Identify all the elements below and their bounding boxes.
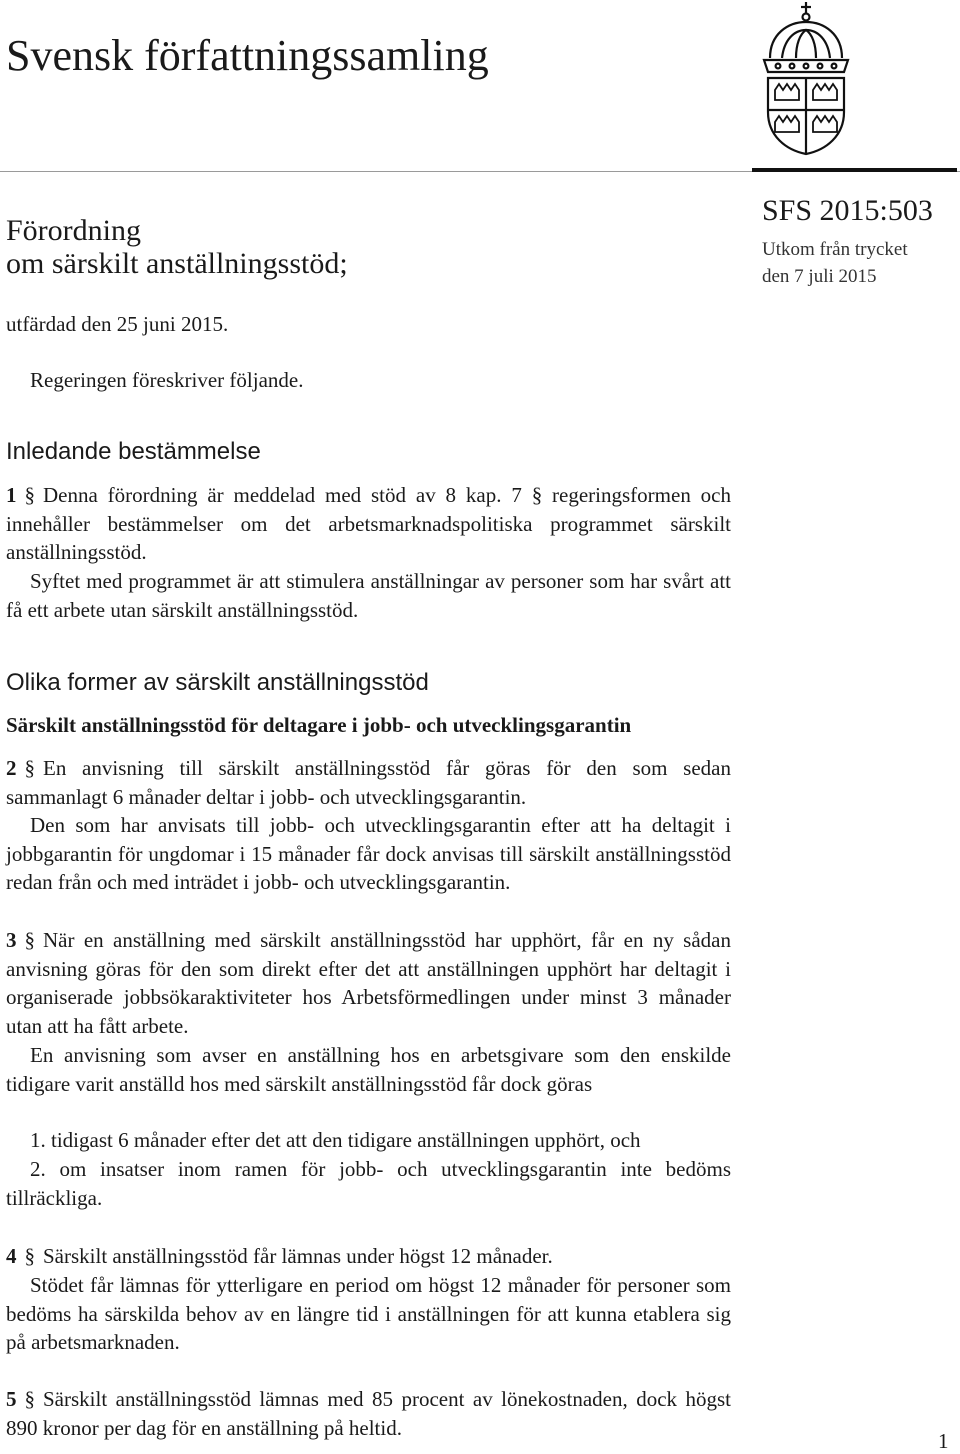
section-symbol: § [24, 928, 35, 952]
document-kind: Förordning [6, 214, 141, 247]
section-5 [6, 1385, 731, 1442]
section-3-list-item-1: 1. tidigast 6 månader efter det att den tidigare anställningen upphört, och [30, 1128, 641, 1152]
section-text: Särskilt anställningsstöd lämnas med 85 procent av lönekostnaden, dock högst 890 kronor per dag för en anställning på heltid. [6, 1387, 731, 1440]
section-3-list-item-2: 2. om insatser inom ramen för jobb- och utvecklingsgarantin inte bedöms tillräckliga. [6, 1157, 731, 1210]
document-subject: om särskilt anställningsstöd; [6, 247, 348, 280]
header-rule-accent [752, 168, 957, 172]
section-4-paragraph-2: Stödet får lämnas för ytterligare en period om högst 12 månader för personer som bedöms ha särskilda behov av en längre tid i anställningen för att kunna etablera sig på arbetsmarknaden. [6, 1273, 731, 1355]
page-number: 1 [938, 1429, 949, 1453]
heading-subsection: Särskilt anställningsstöd för deltagare i jobb- och utvecklingsgarantin [6, 713, 632, 737]
section-number: 3 [6, 928, 17, 952]
issued-date: utfärdad den 25 juni 2015. [6, 312, 229, 336]
section-text: Särskilt anställningsstöd får lämnas under högst 12 månader. [43, 1244, 553, 1268]
section-number: 2 [6, 756, 17, 780]
section-2 [6, 754, 731, 811]
section-text: När en anställning med särskilt anställningsstöd har upphört, får en ny sådan anvisning göras för den som direkt efter det att anställningen upphört har deltagit i organiserade jobbsökaraktiviteter hos Arbetsförmedlingen under minst 3 månader utan att ha fått arbete. [6, 928, 731, 1039]
print-note-line1: Utkom från trycket [762, 239, 908, 260]
section-2-paragraph-2: Den som har anvisats till jobb- och utvecklingsgarantin efter att ha deltagit i jobbgarantin för ungdomar i 15 månader får dock anvisas till särskilt anställningsstöd redan från och med inträdet i jobb- och utvecklingsgarantin. [6, 813, 731, 895]
section-text: En anvisning till särskilt anställningsstöd får göras för den som sedan sammanlagt 6 månader deltar i jobb- och utvecklingsgarantin. [6, 756, 731, 809]
sfs-number: SFS 2015:503 [762, 194, 933, 227]
section-1-paragraph-2: Syftet med programmet är att stimulera anställningar av personer som har svårt att få ett arbete utan särskilt anställningsstöd. [6, 569, 731, 622]
section-symbol: § [24, 1387, 35, 1411]
section-symbol: § [24, 483, 35, 507]
section-number: 1 [6, 483, 17, 507]
section-symbol: § [24, 756, 35, 780]
print-note-line2: den 7 juli 2015 [762, 266, 877, 287]
section-number: 5 [6, 1387, 17, 1411]
section-3 [6, 926, 731, 1041]
heading-intro: Inledande bestämmelse [6, 438, 261, 465]
swedish-crown-coat-of-arms-icon [756, 0, 856, 156]
section-1 [6, 481, 731, 567]
heading-forms: Olika former av särskilt anställningsstöd [6, 669, 429, 696]
section-number: 4 [6, 1244, 17, 1268]
section-4 [6, 1242, 731, 1271]
section-3-paragraph-2: En anvisning som avser en anställning hos en arbetsgivare som den enskilde tidigare varit anställd hos med särskilt anställningsstöd får dock göras [6, 1043, 731, 1096]
intro-sentence: Regeringen föreskriver följande. [30, 368, 304, 392]
section-symbol: § [24, 1244, 35, 1268]
section-text: Denna förordning är meddelad med stöd av 8 kap. 7 § regeringsformen och innehåller bestämmelser om det arbetsmarknadspolitiska programmet särskilt anställningsstöd. [6, 483, 731, 565]
page-title: Svensk författningssamling [6, 31, 489, 80]
